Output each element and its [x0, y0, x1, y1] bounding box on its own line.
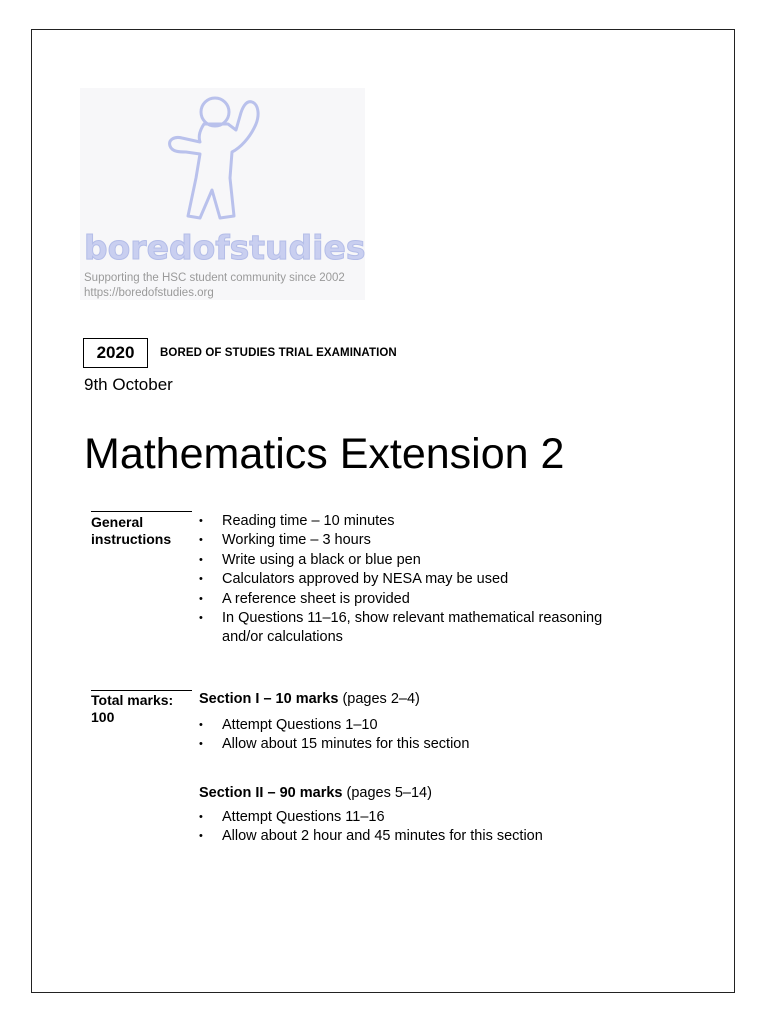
- list-item: [199, 531, 602, 550]
- bullet-icon: •: [199, 830, 203, 843]
- boredofstudies-logo: [80, 88, 365, 300]
- exam-date: 9th October: [84, 375, 173, 394]
- list-item: [199, 590, 602, 609]
- total-marks-label: [91, 692, 173, 726]
- list-item: [199, 735, 469, 754]
- list-item: [199, 570, 602, 589]
- list-item-text: Reading time – 10 minutes: [222, 513, 395, 529]
- section-1-heading: [199, 691, 420, 707]
- list-item-text: Allow about 2 hour and 45 minutes for this section: [222, 828, 543, 845]
- list-item: [199, 716, 469, 735]
- list-item: [199, 551, 602, 570]
- label-line: 100: [91, 709, 115, 725]
- section-heading-bold: Section II – 90 marks: [199, 785, 343, 801]
- list-item-continuation: [199, 628, 602, 647]
- label-line: Total marks:: [91, 692, 174, 708]
- list-item: [199, 808, 543, 827]
- divider-rule: [91, 511, 192, 512]
- section-heading-pages: (pages 2–4): [342, 691, 420, 707]
- section-2-heading: [199, 785, 432, 801]
- list-item-text: Calculators approved by NESA may be used: [222, 571, 509, 588]
- tagline-text: Supporting the HSC student community since 2002: [84, 272, 345, 284]
- section-heading-bold: Section I – 10 marks: [199, 691, 339, 707]
- bullet-icon: •: [199, 811, 203, 823]
- list-item-text: In Questions 11–16, show relevant mathematical reasoning: [222, 610, 603, 627]
- bullet-icon: •: [199, 719, 203, 731]
- exam-year-box: 2020: [83, 338, 148, 368]
- list-item-text: Allow about 15 minutes for this section: [222, 736, 470, 753]
- bullet-icon: •: [199, 612, 203, 625]
- bullet-icon: •: [199, 515, 203, 527]
- bullet-icon: •: [199, 592, 203, 605]
- list-item-text: Attempt Questions 1–10: [222, 717, 378, 733]
- list-item-text: Attempt Questions 11–16: [222, 809, 385, 825]
- mascot-figure-icon: [160, 94, 270, 229]
- list-item-text: Working time – 3 hours: [222, 532, 371, 549]
- list-item: [199, 512, 602, 531]
- bullet-icon: •: [199, 738, 203, 751]
- subject-title: Mathematics Extension 2: [84, 430, 565, 478]
- logo-tagline: [84, 271, 345, 300]
- list-item-text: A reference sheet is provided: [222, 590, 410, 607]
- list-item-text: Write using a black or blue pen: [222, 551, 421, 568]
- section-1-list: [199, 716, 469, 755]
- list-item-text: and/or calculations: [222, 629, 343, 646]
- bullet-icon: •: [199, 553, 203, 566]
- list-item: [199, 827, 543, 846]
- tagline-url: https://boredofstudies.org: [84, 286, 214, 299]
- bullet-icon: •: [199, 534, 203, 547]
- exam-label: BORED OF STUDIES TRIAL EXAMINATION: [160, 347, 397, 359]
- label-line: instructions: [91, 531, 172, 547]
- general-instructions-list: [199, 512, 602, 648]
- section-2-list: [199, 808, 543, 847]
- bullet-icon: •: [199, 573, 203, 586]
- label-line: General: [91, 514, 144, 530]
- list-item: [199, 609, 602, 628]
- section-heading-pages: (pages 5–14): [346, 785, 432, 801]
- divider-rule: [91, 690, 192, 691]
- general-instructions-label: [91, 514, 171, 548]
- logo-wordmark: boredofstudies: [84, 228, 366, 267]
